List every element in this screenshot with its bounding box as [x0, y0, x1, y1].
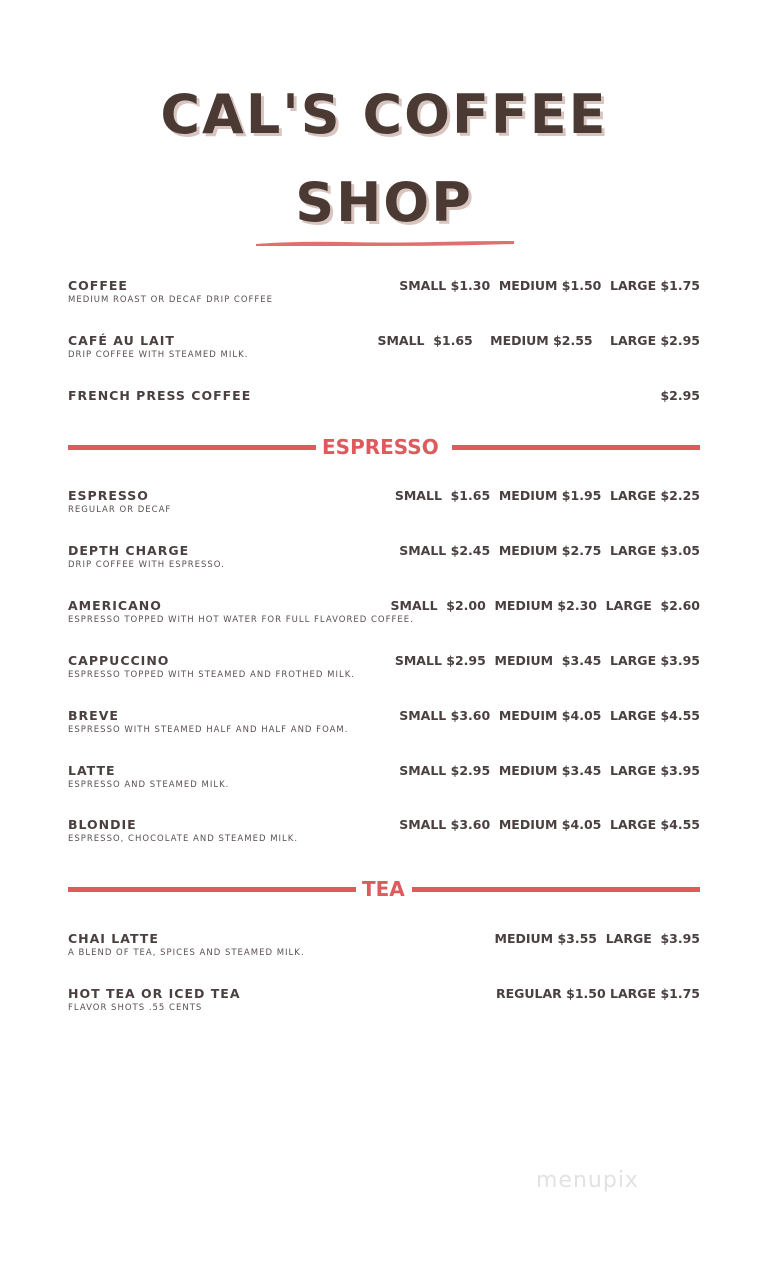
item-description: A BLEND OF TEA, SPICES AND STEAMED MILK. [68, 948, 305, 958]
menupix-watermark: menupix [536, 1168, 639, 1193]
title-line-1: CAL'S COFFEE [160, 83, 608, 146]
item-price: SMALL $1.30 MEDIUM $1.50 LARGE $1.75 [399, 278, 700, 293]
item-description: MEDIUM ROAST OR DECAF DRIP COFFEE [68, 295, 274, 305]
item-name: FRENCH PRESS COFFEE [68, 388, 252, 403]
item-name: CAPPUCCINO [68, 653, 170, 668]
item-description: ESPRESSO AND STEAMED MILK. [68, 780, 230, 790]
item-name: DEPTH CHARGE [68, 543, 190, 558]
divider-right [452, 445, 700, 450]
divider-left [68, 887, 356, 892]
item-description: DRIP COFFEE WITH ESPRESSO. [68, 560, 225, 570]
section-title: TEA [362, 877, 405, 901]
section-header-tea [68, 876, 700, 902]
item-price: SMALL $1.65 MEDIUM $2.55 LARGE $2.95 [377, 333, 700, 348]
item-description: DRIP COFFEE WITH STEAMED MILK. [68, 350, 249, 360]
item-description: ESPRESSO, CHOCOLATE AND STEAMED MILK. [68, 834, 299, 844]
item-price: SMALL $2.95 MEDIUM $3.45 LARGE $3.95 [394, 653, 700, 668]
item-description: FLAVOR SHOTS .55 CENTS [68, 1003, 203, 1013]
item-description: ESPRESSO TOPPED WITH HOT WATER FOR FULL FLAVORED COFFEE. [68, 615, 414, 625]
item-name: AMERICANO [68, 598, 162, 613]
item-price: SMALL $2.95 MEDIUM $3.45 LARGE $3.95 [399, 763, 700, 778]
section-header-espresso [68, 434, 700, 460]
item-name: ESPRESSO [68, 488, 149, 503]
item-name: COFFEE [68, 278, 128, 293]
divider-left [68, 445, 316, 450]
item-price: SMALL $3.60 MEDIUM $4.05 LARGE $4.55 [399, 817, 700, 832]
item-description: ESPRESSO TOPPED WITH STEAMED AND FROTHED MILK. [68, 670, 355, 680]
item-name: LATTE [68, 763, 116, 778]
item-name: CHAI LATTE [68, 931, 159, 946]
item-price: MEDIUM $3.55 LARGE $3.95 [494, 931, 700, 946]
section-title: ESPRESSO [322, 435, 439, 459]
title-line-2: SHOP [295, 171, 473, 234]
item-price: $2.95 [660, 388, 700, 403]
title-underline-brush-stroke [254, 238, 516, 248]
item-description: ESPRESSO WITH STEAMED HALF AND HALF AND FOAM. [68, 725, 349, 735]
item-price: SMALL $2.00 MEDIUM $2.30 LARGE $2.60 [390, 598, 700, 613]
item-name: CAFÉ AU LAIT [68, 333, 175, 348]
item-price: REGULAR $1.50 LARGE $1.75 [495, 986, 700, 1001]
item-name: BREVE [68, 708, 119, 723]
item-price: SMALL $1.65 MEDIUM $1.95 LARGE $2.25 [394, 488, 700, 503]
divider-right [412, 887, 700, 892]
item-price: SMALL $2.45 MEDIUM $2.75 LARGE $3.05 [399, 543, 700, 558]
item-description: REGULAR OR DECAF [68, 505, 172, 515]
item-name: HOT TEA OR ICED TEA [68, 986, 241, 1001]
item-name: BLONDIE [68, 817, 137, 832]
item-price: SMALL $3.60 MEDUIM $4.05 LARGE $4.55 [399, 708, 700, 723]
